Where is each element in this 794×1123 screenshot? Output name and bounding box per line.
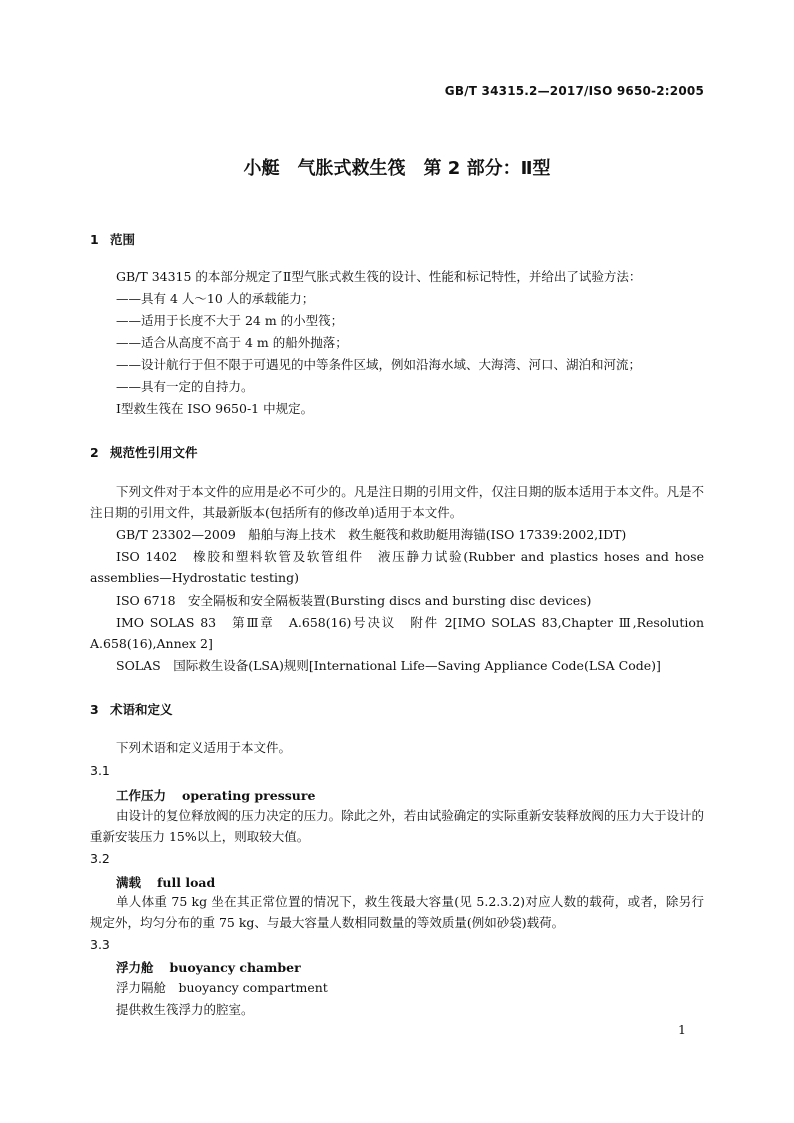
term-en: full load — [157, 875, 216, 890]
section-title: 规范性引用文件 — [110, 445, 198, 460]
list-item: ——设计航行于但不限于可遇见的中等条件区域，例如沿海水域、大海湾、河口、湖泊和河流； — [116, 357, 642, 372]
document-title: 小艇 气胀式救生筏 第 2 部分：Ⅱ型 — [243, 158, 551, 179]
section-3-intro: 下列术语和定义适用于本文件。 — [116, 740, 292, 755]
standard-code-header: GB/T 34315.2—2017/ISO 9650-2:2005 — [444, 84, 704, 98]
section-1-intro: GB/T 34315 的本部分规定了Ⅱ型气胀式救生筏的设计、性能和标记特性，并给出了试验方法： — [116, 269, 642, 284]
list-item: ——具有 4 人～10 人的承载能力； — [116, 291, 315, 306]
term-heading — [116, 958, 301, 976]
section-number: 3 — [90, 702, 99, 717]
section-1-heading — [90, 230, 135, 248]
list-item: ——适合从高度不高于 4 m 的船外抛落； — [116, 335, 348, 350]
reference-item: IMO SOLAS 83 第Ⅲ章 A.658(16)号决议 附件 2[IMO SOLAS 83,Chapter Ⅲ,Resolution A.658(16),Annex 2] — [90, 615, 704, 651]
list-item: ——具有一定的自持力。 — [116, 379, 254, 394]
term-heading — [116, 873, 215, 891]
section-title: 术语和定义 — [110, 702, 173, 717]
term-zh: 满载 — [116, 875, 142, 890]
term-number: 3.3 — [90, 937, 110, 952]
section-number: 1 — [90, 232, 99, 247]
reference-item: ISO 1402 橡胶和塑料软管及软管组件 液压静力试验(Rubber and plastics hoses and hose assemblies—Hydrostatic testing) — [90, 549, 704, 585]
term-en: buoyancy chamber — [169, 960, 301, 975]
term-heading — [116, 786, 315, 804]
term-number: 3.1 — [90, 763, 110, 778]
section-2-heading — [90, 443, 198, 461]
reference-item: ISO 6718 安全隔板和安全隔板装置(Bursting discs and bursting disc devices) — [116, 593, 592, 608]
reference-item: GB/T 23302—2009 船舶与海上技术 救生艇筏和救助艇用海锚(ISO 17339:2002,IDT) — [116, 527, 627, 542]
term-en: operating pressure — [182, 788, 316, 803]
term-number: 3.2 — [90, 851, 110, 866]
section-3-heading — [90, 700, 173, 718]
term-definition: 提供救生筏浮力的腔室。 — [116, 1002, 254, 1017]
term-definition: 由设计的复位释放阀的压力决定的压力。除此之外，若由试验确定的实际重新安装释放阀的压力大于设计的重新安装压力 15%以上，则取较大值。 — [90, 808, 704, 844]
section-1-note: Ⅰ型救生筏在 ISO 9650-1 中规定。 — [116, 401, 314, 416]
section-title: 范围 — [110, 232, 136, 247]
section-number: 2 — [90, 445, 99, 460]
term-zh: 浮力舱 — [116, 960, 154, 975]
reference-item: SOLAS 国际救生设备(LSA)规则[International Life—Saving Appliance Code(LSA Code)] — [116, 658, 661, 673]
term-alternative: 浮力隔舱 buoyancy compartment — [116, 980, 328, 995]
list-item: ——适用于长度不大于 24 m 的小型筏； — [116, 313, 344, 328]
section-2-intro: 下列文件对于本文件的应用是必不可少的。凡是注日期的引用文件，仅注日期的版本适用于本文件。凡是不注日期的引用文件，其最新版本(包括所有的修改单)适用于本文件。 — [90, 484, 704, 520]
term-zh: 工作压力 — [116, 788, 167, 803]
page-number: 1 — [678, 1022, 686, 1037]
term-definition: 单人体重 75 kg 坐在其正常位置的情况下，救生筏最大容量(见 5.2.3.2)对应人数的载荷，或者，除另行规定外，均匀分布的重 75 kg、与最大容量人数相同数量的等效质量(例如砂袋)载荷。 — [90, 894, 704, 930]
